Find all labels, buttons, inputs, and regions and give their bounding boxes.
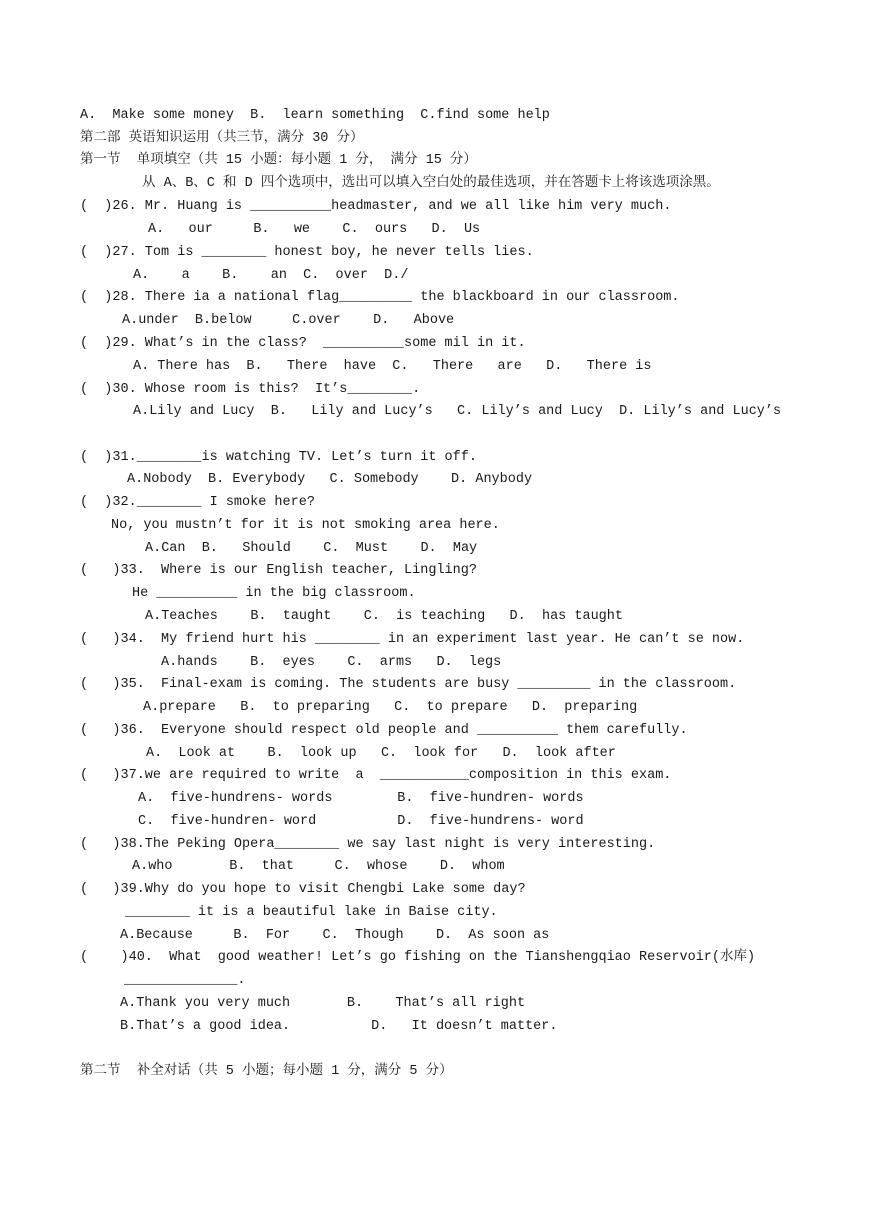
question-31: ( )31.________is watching TV. Let’s turn it off. <box>80 450 477 465</box>
question-39-options: A.Because B. For C. Though D. As soon as <box>120 928 550 943</box>
question-30: ( )30. Whose room is this? It’s________. <box>80 382 421 397</box>
question-33-options: A.Teaches B. taught C. is teaching D. has taught <box>145 609 623 624</box>
question-26-options: A. our B. we C. ours D. Us <box>148 222 481 237</box>
question-35-options: A.prepare B. to preparing C. to prepare D. preparing <box>143 700 638 715</box>
question-36: ( )36. Everyone should respect old people and __________ them carefully. <box>80 723 688 738</box>
q25-options: A. Make some money B. learn something C.find some help <box>80 108 550 123</box>
question-34-options: A.hands B. eyes C. arms D. legs <box>161 655 502 670</box>
part-two-heading: 第二部 英语知识运用（共三节，满分 30 分） <box>80 131 364 146</box>
question-40-options-ab: A.Thank you very much B. That’s all right <box>120 996 526 1011</box>
question-32: ( )32.________ I smoke here? <box>80 495 315 510</box>
section-two-heading: 第二节 补全对话（共 5 小题；每小题 1 分，满分 5 分） <box>80 1064 453 1079</box>
question-37-options-ab: A. five-hundrens- words B. five-hundren- words <box>138 791 584 806</box>
section-one-heading: 第一节 单项填空（共 15 小题：每小题 1 分， 满分 15 分） <box>80 153 477 168</box>
question-36-options: A. Look at B. look up C. look for D. look after <box>146 746 616 761</box>
question-29-options: A. There has B. There have C. There are D. There is <box>133 359 652 374</box>
question-34: ( )34. My friend hurt his ________ in an experiment last year. He can’t se now. <box>80 632 745 647</box>
question-39-reply: ________ it is a beautiful lake in Baise city. <box>125 905 498 920</box>
question-28: ( )28. There ia a national flag_________ the blackboard in our classroom. <box>80 290 680 305</box>
question-39: ( )39.Why do you hope to visit Chengbi Lake some day? <box>80 882 526 897</box>
question-37: ( )37.we are required to write a ___________composition in this exam. <box>80 768 672 783</box>
question-38: ( )38.The Peking Opera________ we say last night is very interesting. <box>80 837 656 852</box>
question-40-options-cd: B.That’s a good idea. D. It doesn’t matter. <box>120 1019 558 1034</box>
question-27-options: A. a B. an C. over D./ <box>133 268 409 283</box>
question-37-options-cd: C. five-hundren- word D. five-hundrens- word <box>138 814 584 829</box>
question-30-options: A.Lily and Lucy B. Lily and Lucy’s C. Lily’s and Lucy D. Lily’s and Lucy’s <box>133 404 782 419</box>
question-32-reply: No, you mustn’t for it is not smoking area here. <box>111 518 500 533</box>
question-40: ( )40. What good weather! Let’s go fishing on the Tianshengqiao Reservoir(水库) <box>80 950 756 965</box>
section-one-instructions: 从 A、B、C 和 D 四个选项中，选出可以填入空白处的最佳选项，并在答题卡上将该选项涂黑。 <box>142 176 720 191</box>
question-40-blank: ______________. <box>124 973 246 988</box>
question-33: ( )33. Where is our English teacher, Lingling? <box>80 563 477 578</box>
question-38-options: A.who B. that C. whose D. whom <box>132 859 505 874</box>
question-33-reply: He __________ in the big classroom. <box>132 586 416 601</box>
question-26: ( )26. Mr. Huang is __________headmaster, and we all like him very much. <box>80 199 672 214</box>
question-28-options: A.under B.below C.over D. Above <box>122 313 455 328</box>
question-31-options: A.Nobody B. Everybody C. Somebody D. Anybody <box>127 472 533 487</box>
question-27: ( )27. Tom is ________ honest boy, he never tells lies. <box>80 245 534 260</box>
question-29: ( )29. What’s in the class? __________some mil in it. <box>80 336 526 351</box>
question-32-options: A.Can B. Should C. Must D. May <box>145 541 478 556</box>
question-35: ( )35. Final-exam is coming. The students are busy _________ in the classroom. <box>80 677 737 692</box>
